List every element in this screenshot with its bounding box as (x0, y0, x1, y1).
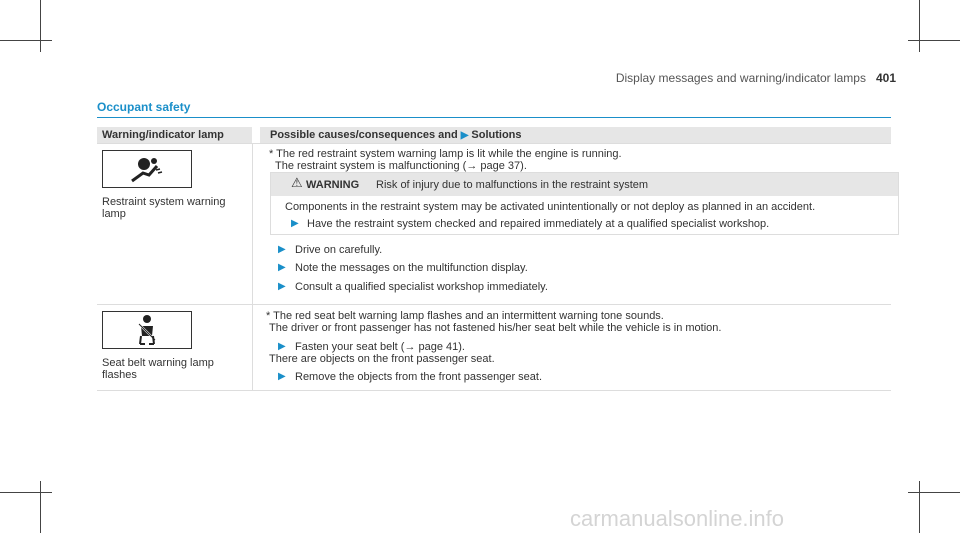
page-number: 401 (875, 71, 896, 85)
warning-body: Components in the restraint system may be activated unintentionally or not deploy as planned in an accident. (285, 201, 816, 213)
bullet-icon: ▶ (278, 371, 286, 382)
causes-cell (253, 305, 891, 390)
lamp-label: Restraint system warning lamp (102, 196, 226, 220)
solution-text: Consult a qualified specialist workshop immediately. (295, 281, 548, 293)
crop-mark (919, 0, 920, 52)
solution-text: Fasten your seat belt (→ page 41). (295, 341, 465, 353)
cause-text: There are objects on the front passenger seat. (269, 353, 495, 365)
warning-label: WARNING (306, 179, 360, 191)
bullet-icon: ▶ (278, 281, 286, 292)
warning-box (270, 172, 899, 235)
warning-icon: ⚠ (291, 175, 303, 190)
warning-heading-text: Risk of injury due to malfunctions in the restraint system (376, 179, 649, 191)
cause-text: * The red restraint system warning lamp is lit while the engine is running. (269, 148, 622, 160)
bullet-icon: ▶ (291, 218, 299, 229)
section-divider (97, 117, 891, 118)
section-title: Occupant safety (97, 100, 191, 114)
bullet-icon: ▶ (278, 341, 286, 352)
column-header-solutions-label: Solutions (471, 129, 522, 141)
lamp-cell (97, 144, 253, 304)
lamp-cell (97, 305, 253, 390)
solution-text: Drive on carefully. (295, 244, 383, 256)
crop-mark (919, 481, 920, 533)
column-header-causes (260, 127, 891, 143)
crop-mark (908, 492, 960, 493)
lamp-label: Seat belt warning lamp flashes (102, 357, 214, 381)
crop-mark (908, 40, 960, 41)
crop-mark (0, 40, 52, 41)
column-header-lamp: Warning/indicator lamp (97, 127, 252, 143)
page-header (616, 71, 896, 85)
column-header-causes-label: Possible causes/consequences and (270, 129, 458, 141)
warning-action: Have the restraint system checked and repaired immediately at a qualified specialist workshop. (307, 218, 770, 230)
crop-mark (40, 0, 41, 52)
watermark: carmanualsonline.info (570, 506, 785, 531)
seat-belt-icon (102, 311, 192, 349)
header-title: Display messages and warning/indicator lamps (615, 71, 866, 85)
causes-cell (253, 144, 891, 304)
bullet-icon: ▶ (278, 244, 286, 255)
solution-text: Note the messages on the multifunction display. (295, 262, 528, 274)
cause-text: The restraint system is malfunctioning (→ page 37). (275, 160, 527, 172)
warning-heading (271, 173, 898, 196)
warning-lamp-table (97, 127, 891, 391)
bullet-icon: ▶ (278, 262, 286, 273)
table-header (97, 127, 891, 144)
table-row (97, 305, 891, 391)
crop-mark (0, 492, 52, 493)
solution-text: Remove the objects from the front passenger seat. (295, 371, 543, 383)
airbag-icon (102, 150, 192, 188)
cause-text: * The red seat belt warning lamp flashes and an intermittent warning tone sounds. (266, 310, 664, 322)
arrow-icon: ▶ (460, 130, 469, 141)
table-row (97, 144, 891, 305)
cause-text: The driver or front passenger has not fastened his/her seat belt while the vehicle is in motion. (269, 322, 722, 334)
crop-mark (40, 481, 41, 533)
